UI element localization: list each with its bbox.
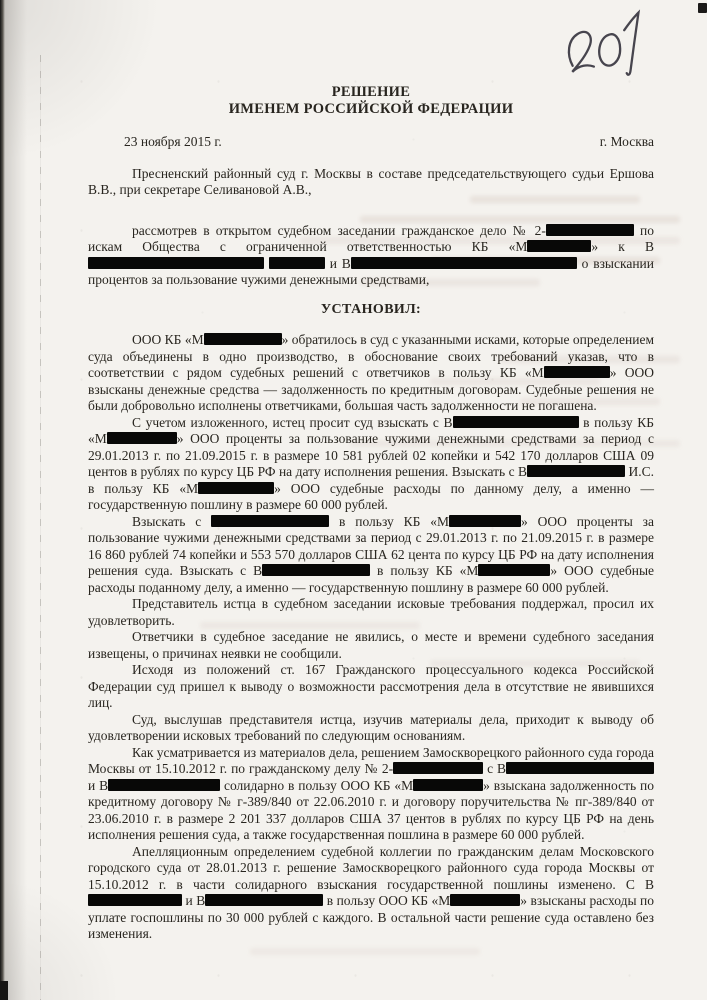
redaction-bar bbox=[262, 564, 370, 576]
handwritten-page-number bbox=[555, 7, 662, 89]
scan-left-shadow bbox=[5, 0, 27, 1000]
document-title-block bbox=[88, 84, 654, 118]
dateline bbox=[88, 134, 654, 151]
redaction-bar bbox=[413, 779, 483, 791]
document-title-line-1: РЕШЕНИЕ bbox=[331, 84, 411, 100]
paragraph-art-167: Исходя из положений ст. 167 Гражданского процессуального кодекса Российской Федерации суд пришел к выводу о возможности рассмотрения дела в отсутствие не явившихся лиц. bbox=[88, 662, 654, 710]
ink-bleed-through bbox=[250, 948, 480, 955]
paper-fold-line bbox=[40, 55, 41, 1000]
scan-corner-mark-bottom-left bbox=[0, 981, 8, 1000]
redaction-bar bbox=[546, 224, 634, 236]
redaction-bar bbox=[351, 257, 577, 269]
paragraph-court-composition: Пресненский районный суд г. Москвы в составе председательствующего судьи Ершова В.В., при секретаре Селивановой А.В., bbox=[88, 165, 654, 197]
paragraph-defendants-absence: Ответчики в судебное заседание не явились, о месте и времени судебного заседания извещены, о причинах неявки не сообщили. bbox=[88, 629, 654, 661]
document-title-line-2: ИМЕНЕМ РОССИЙСКОЙ ФЕДЕРАЦИИ bbox=[228, 101, 514, 117]
redaction-bar bbox=[544, 366, 610, 378]
paragraph-claims-basis: ООО КБ «М » обратилось в суд с указанными исками, которые определением суда объединены в одно производство, в обоснование своих требований указав, что в соответствии с рядом судебных решений с ответчиков в пользу КБ «М » ООО взысканы денежные средства — задолженность по кредитным договорам. Судебные решения не были добровольно исполнены ответчиками, большая часть задолженности не погашена. bbox=[88, 332, 655, 413]
paragraph-claim-1: С учетом изложенного, истец просит суд взыскать с В в пользу КБ «М » ООО проценты за пользование чужими денежными средствами за период с 29.01.2013 г. по 21.09.2015 г. в размере 10 581 рублей 02 копейки и 542 170 долларов США 09 центов в рублях по курсу ЦБ РФ на дату исполнения решения. Взыскать с В И.С. в пользу КБ «М » ООО судебные расходы по данному делу, а именно — государственную пошлину в размере 60 000 рублей. bbox=[88, 414, 655, 512]
redaction-bar bbox=[478, 564, 550, 576]
paragraphs-container bbox=[88, 166, 654, 943]
redaction-bar bbox=[107, 432, 177, 444]
paragraph-plaintiff-position: Представитель истца в судебном заседании исковые требования поддержал, просил их удовлетворить. bbox=[88, 596, 654, 628]
redaction-bar bbox=[108, 779, 220, 791]
paragraph-claim-2: Взыскать с в пользу КБ «М » ООО проценты за пользование чужими денежными средствами за период с 29.01.2013 г. по 21.09.2015 г. в размере 16 860 рублей 74 копейки и 553 570 долларов США 62 цента по курсу ЦБ РФ на дату исполнения решения суда. Взыскать с В в пользу КБ «М » ООО судебные расходы поданному делу, а именно — государственную пошлину в размере 60 000 рублей. bbox=[88, 513, 655, 595]
redaction-bar bbox=[205, 894, 323, 906]
paragraph-zamoskvoretsky-decision: Как усматривается из материалов дела, решением Замоскворецкого районного суда города Москвы от 15.10.2012 г. по гражданскому делу № 2- с В и В солидарно в пользу ООО КБ «М » взыскана задолженность по кредитному договору № г-389/840 от 22.06.2010 г. и договору поручительства № пг-389/840 от 23.06.2010 г. в размере 2 201 337 долларов США 37 центов в рублях по курсу ЦБ РФ на день исполнения решения суда, а также государственная пошлина в размере 60 000 рублей. bbox=[88, 744, 654, 842]
redaction-bar bbox=[453, 416, 579, 428]
redaction-bar bbox=[211, 515, 329, 527]
redaction-bar bbox=[204, 333, 282, 345]
paragraph-appeal-ruling: Апелляционным определением судебной коллегии по гражданским делам Московского городского суда от 28.01.2013 г. решение Замоскворецкого районного суда города Москвы от 15.10.2012 г. в части солидарного взыскания государственной пошлины изменено. С В и В в пользу ООО КБ «М » взысканы расходы по уплате госпошлины по 30 000 рублей с каждого. В остальной части решение суда оставлено без изменения. bbox=[88, 843, 654, 941]
redaction-bar bbox=[527, 465, 625, 477]
redaction-bar bbox=[449, 515, 521, 527]
redaction-bar bbox=[88, 257, 264, 269]
redaction-bar bbox=[88, 894, 182, 906]
document-body bbox=[88, 84, 654, 943]
decision-city: г. Москва bbox=[599, 134, 654, 149]
paragraph-case-intro: рассмотрев в открытом судебном заседании гражданское дело № 2- по искам Общества с ограниченной ответственностью КБ «М » к В и В о взыскании процентов за пользование чужими денежными средствами, bbox=[88, 222, 654, 287]
redaction-bar bbox=[198, 482, 274, 494]
paragraph-court-conclusion: Суд, выслушав представителя истца, изучив материалы дела, приходит к выводу об удовлетворении исковых требований по следующим основаниям. bbox=[88, 711, 654, 743]
redaction-bar bbox=[506, 762, 654, 774]
decision-date: 23 ноября 2015 г. bbox=[124, 134, 222, 149]
redaction-bar bbox=[269, 257, 325, 269]
heading-ustanovil: УСТАНОВИЛ: bbox=[320, 301, 422, 317]
redaction-bar bbox=[450, 894, 520, 906]
redaction-bar bbox=[527, 240, 591, 252]
scan-corner-mark-top-right bbox=[698, 3, 707, 13]
redaction-bar bbox=[393, 762, 483, 774]
